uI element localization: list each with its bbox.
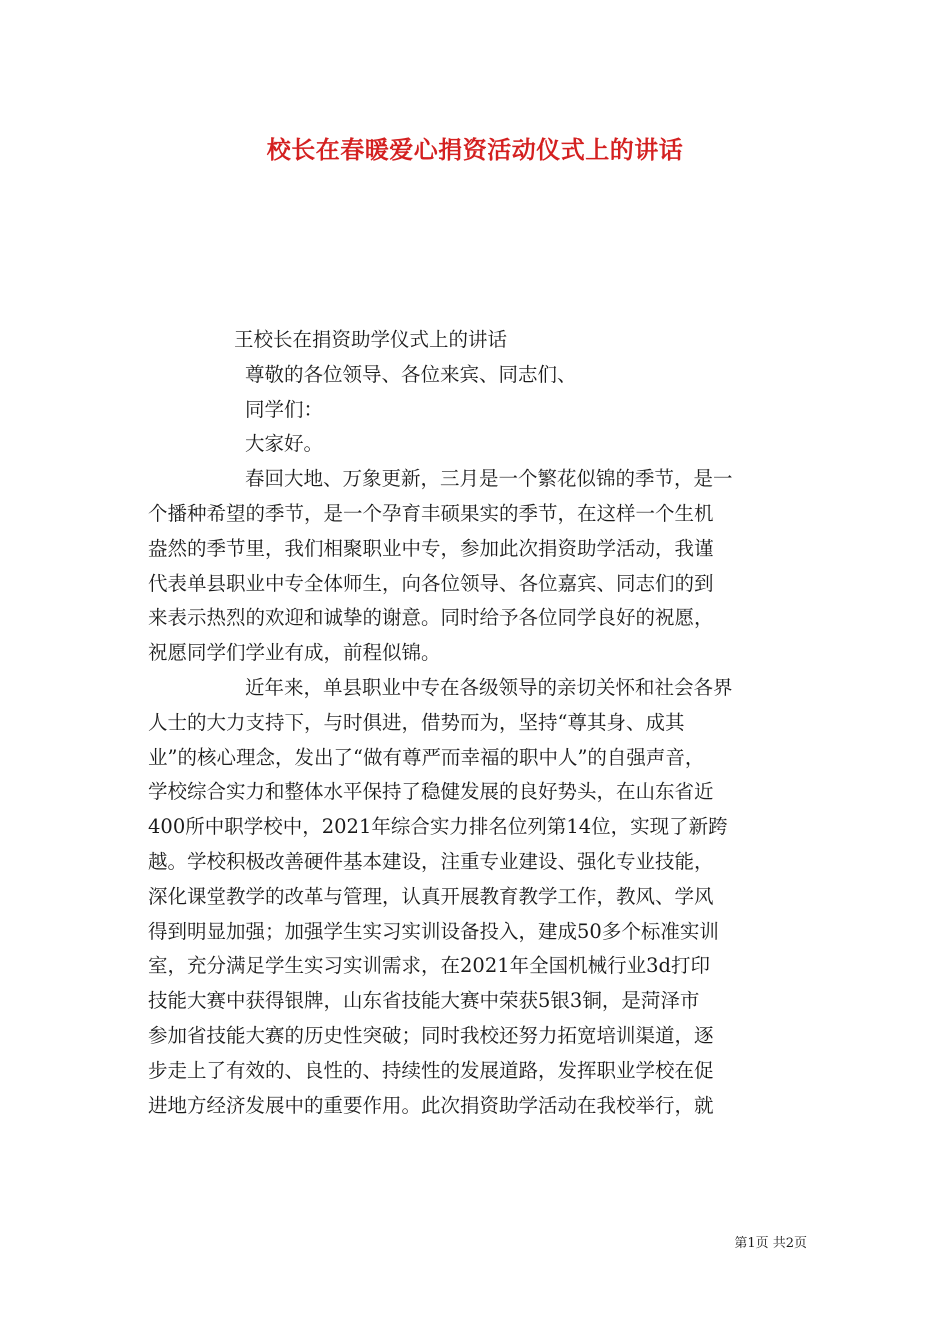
paragraph-line: 深化课堂教学的改革与管理，认真开展教育教学工作，教风、学风 bbox=[148, 884, 714, 908]
paragraph-2 bbox=[148, 671, 808, 1123]
paragraph-line: 盎然的季节里，我们相聚职业中专，参加此次捐资助学活动，我谨 bbox=[148, 536, 714, 560]
greeting-line: 尊敬的各位领导、各位来宾、同志们、 bbox=[245, 362, 577, 386]
paragraph-line: 得到明显加强；加强学生实习实训设备投入，建成50多个标准实训 bbox=[148, 919, 719, 943]
paragraph-line: 代表单县职业中专全体师生，向各位领导、各位嘉宾、同志们的到 bbox=[148, 571, 714, 595]
paragraph-line: 室，充分满足学生实习实训需求，在2021年全国机械行业3d打印 bbox=[148, 954, 711, 978]
paragraph-line: 越。学校积极改善硬件基本建设，注重专业建设、强化专业技能， bbox=[148, 849, 714, 873]
paragraph-line: 业”的核心理念，发出了“做有尊严而幸福的职中人”的自强声音， bbox=[148, 745, 705, 769]
speech-subtitle: 王校长在捐资助学仪式上的讲话 bbox=[234, 328, 508, 351]
paragraph-line: 春回大地、万象更新，三月是一个繁花似锦的季节，是一 bbox=[245, 467, 733, 491]
paragraph-line: 祝愿同学们学业有成，前程似锦。 bbox=[148, 641, 441, 665]
paragraph-line: 学校综合实力和整体水平保持了稳健发展的良好势头，在山东省近 bbox=[148, 780, 714, 804]
page-number-footer: 第1页 共2页 bbox=[734, 1236, 807, 1251]
paragraph-line: 400所中职学校中，2021年综合实力排名位列第14位，实现了新跨 bbox=[148, 815, 728, 839]
paragraph-line: 进地方经济发展中的重要作用。此次捐资助学活动在我校举行，就 bbox=[148, 1093, 714, 1117]
greeting-line: 同学们： bbox=[245, 397, 324, 421]
paragraph-line: 来表示热烈的欢迎和诚挚的谢意。同时给予各位同学良好的祝愿， bbox=[148, 606, 714, 630]
paragraph-line: 参加省技能大赛的历史性突破；同时我校还努力拓宽培训渠道，逐 bbox=[148, 1023, 714, 1047]
paragraph-line: 人士的大力支持下，与时俱进，借势而为，坚持“尊其身、成其 bbox=[148, 710, 685, 734]
greeting-line: 大家好。 bbox=[245, 432, 324, 456]
document-title: 校长在春暖爱心捐资活动仪式上的讲话 bbox=[266, 135, 684, 164]
paragraph-line: 个播种希望的季节，是一个孕育丰硕果实的季节，在这样一个生机 bbox=[148, 501, 714, 525]
paragraph-line: 近年来，单县职业中专在各级领导的亲切关怀和社会各界 bbox=[245, 675, 733, 699]
paragraph-1 bbox=[148, 462, 808, 671]
paragraph-line: 技能大赛中获得银牌，山东省技能大赛中荣获5银3铜，是菏泽市 bbox=[148, 989, 700, 1013]
paragraph-line: 步走上了有效的、良性的、持续性的发展道路，发挥职业学校在促 bbox=[148, 1058, 714, 1082]
document-body bbox=[148, 323, 808, 1123]
